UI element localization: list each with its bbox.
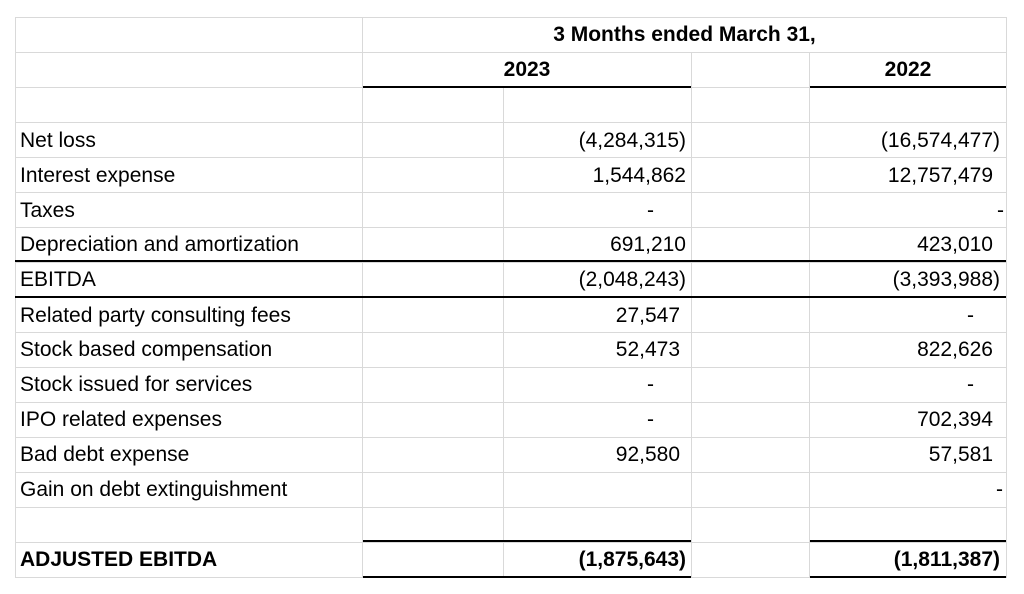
- depreciation-2023: 691,210: [610, 233, 686, 256]
- ebitda-2022: (3,393,988): [892, 268, 1000, 291]
- net-loss-2022: (16,574,477): [880, 129, 1000, 152]
- adjusted-ebitda-2023: (1,875,643): [578, 548, 686, 571]
- row-label-adjusted-ebitda: ADJUSTED EBITDA: [20, 548, 218, 571]
- ipo-expenses-2022: 702,394: [917, 408, 993, 431]
- debt-extinguishment-2023: [364, 473, 686, 507]
- taxes-2023: -: [647, 199, 654, 222]
- row-label-bad-debt: Bad debt expense: [20, 443, 190, 466]
- gridline: [15, 122, 1007, 123]
- period-title: 3 Months ended March 31,: [553, 23, 816, 46]
- row-label-depreciation: Depreciation and amortization: [20, 233, 299, 256]
- row-label-consulting-fees: Related party consulting fees: [20, 304, 291, 327]
- stock-services-2023: -: [647, 373, 654, 396]
- row-label-ipo-expenses: IPO related expenses: [20, 408, 222, 431]
- bad-debt-2023: 92,580: [615, 443, 680, 466]
- stock-services-2022: -: [967, 373, 974, 396]
- total-top-border-2022: [810, 540, 1006, 542]
- row-label-stock-compensation: Stock based compensation: [20, 338, 273, 361]
- adjusted-ebitda-2022: (1,811,387): [893, 548, 1000, 571]
- year-2023-header: 2023: [503, 58, 551, 81]
- ipo-expenses-2023: -: [647, 408, 654, 431]
- interest-expense-2023: 1,544,862: [592, 164, 686, 187]
- gridline: [691, 52, 692, 577]
- row-label-net-loss: Net loss: [20, 129, 96, 152]
- stock-compensation-2022: 822,626: [917, 338, 993, 361]
- stock-compensation-2023: 52,473: [615, 338, 680, 361]
- row-label-taxes: Taxes: [20, 199, 75, 222]
- row-label-stock-services: Stock issued for services: [20, 373, 253, 396]
- depreciation-2022: 423,010: [917, 233, 993, 256]
- row-label-ebitda: EBITDA: [20, 268, 96, 291]
- row-label-debt-extinguishment: Gain on debt extinguishment: [20, 478, 288, 501]
- bad-debt-2022: 57,581: [928, 443, 993, 466]
- taxes-2022: -: [997, 199, 1004, 222]
- row-label-interest-expense: Interest expense: [20, 164, 176, 187]
- gridline: [15, 507, 1007, 508]
- consulting-fees-2023: 27,547: [615, 304, 680, 327]
- debt-extinguishment-2022: -: [996, 478, 1003, 501]
- total-top-border-2023: [363, 540, 691, 542]
- ebitda-2023: (2,048,243): [578, 268, 686, 291]
- consulting-fees-2022: -: [967, 304, 974, 327]
- net-loss-2023: (4,284,315): [578, 129, 686, 152]
- year-2022-header: 2022: [884, 58, 932, 81]
- interest-expense-2022: 12,757,479: [887, 164, 993, 187]
